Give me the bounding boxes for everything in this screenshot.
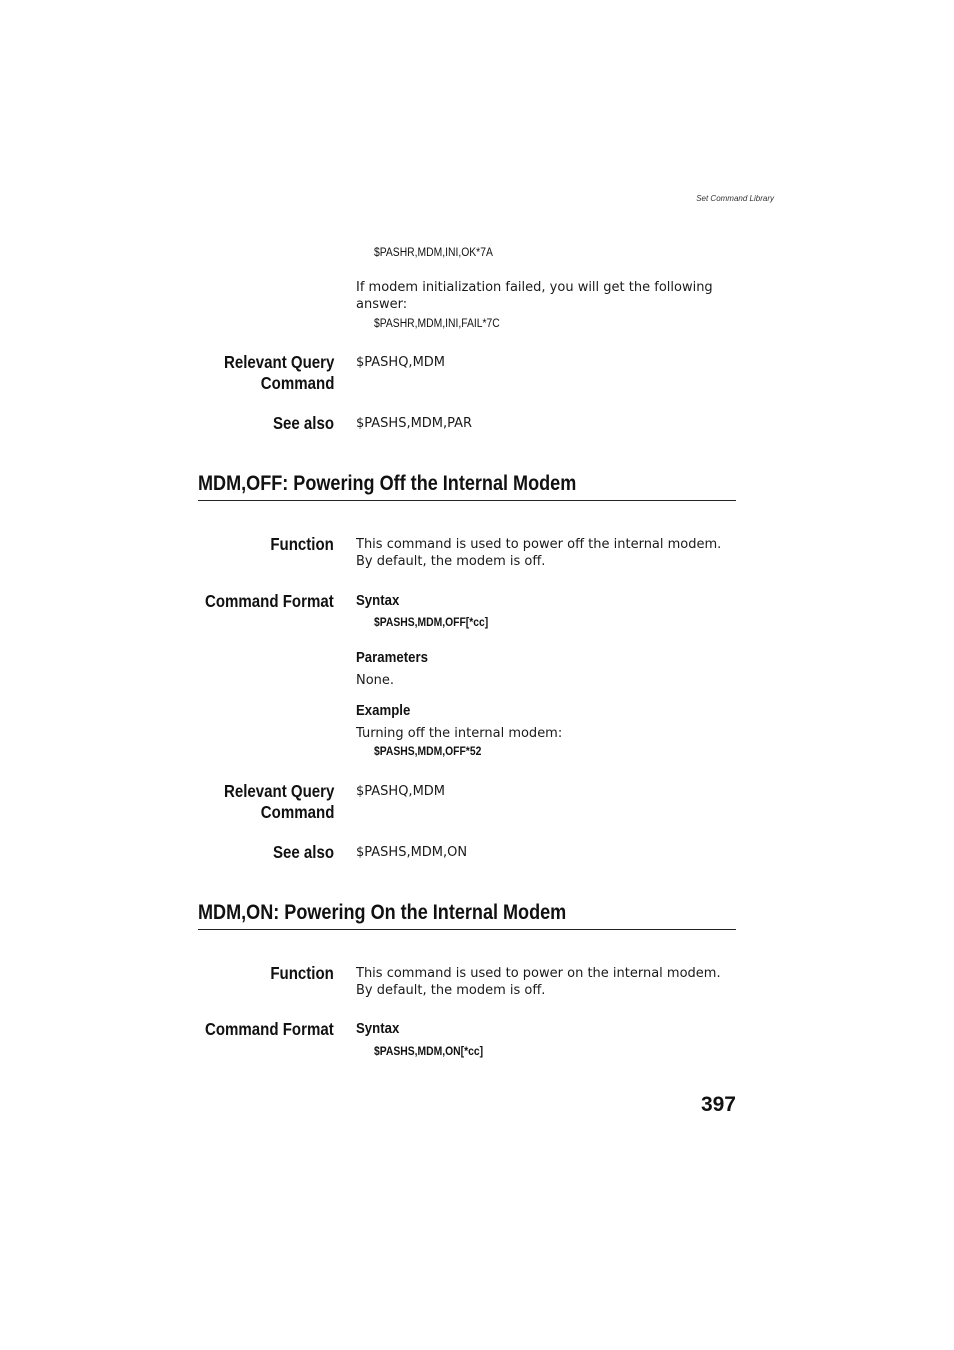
function-text: This command is used to power off the internal modem. By default, the modem is off.: [356, 537, 722, 569]
relevant-query-label: [224, 781, 334, 823]
relevant-query-label: [224, 352, 334, 394]
see-also-label: See also: [272, 413, 334, 433]
function-label: Function: [270, 534, 334, 554]
running-header: Set Command Library: [696, 194, 774, 203]
syntax-code: $PASHS,MDM,OFF[*cc]: [374, 617, 489, 629]
section-title-mdm-on: [198, 901, 736, 930]
example-fail-code: $PASHR,MDM,INI,FAIL*7C: [374, 318, 500, 330]
syntax-heading: Syntax: [356, 592, 400, 609]
example-heading: Example: [356, 702, 411, 719]
fail-description: If modem initialization failed, you will get the following answer:: [356, 280, 713, 312]
relevant-query-label-line1: Relevant Query: [223, 352, 334, 372]
relevant-query-value: $PASHQ,MDM: [356, 355, 446, 370]
function-label: Function: [270, 963, 334, 983]
see-also-label: See also: [272, 842, 334, 862]
relevant-query-label-line2: Command: [260, 373, 334, 393]
example-ok-code: $PASHR,MDM,INI,OK*7A: [374, 247, 493, 259]
see-also-value: $PASHS,MDM,PAR: [356, 416, 473, 431]
page-number: 397: [700, 1093, 736, 1116]
section-title-text: MDM,ON: Powering On the Internal Modem: [198, 901, 567, 924]
syntax-heading: Syntax: [356, 1020, 400, 1037]
command-format-label: Command Format: [205, 591, 334, 611]
section-title-text: MDM,OFF: Powering Off the Internal Modem: [198, 472, 577, 495]
section-title-mdm-off: [198, 472, 736, 501]
command-format-label: Command Format: [205, 1019, 334, 1039]
relevant-query-label-line1: Relevant Query: [223, 781, 334, 801]
function-text: This command is used to power on the internal modem. By default, the modem is off.: [356, 966, 721, 998]
example-text: Turning off the internal modem:: [356, 726, 563, 741]
example-code: $PASHS,MDM,OFF*52: [374, 746, 482, 758]
relevant-query-label-line2: Command: [260, 802, 334, 822]
see-also-value: $PASHS,MDM,ON: [356, 845, 468, 860]
syntax-code: $PASHS,MDM,ON[*cc]: [374, 1046, 484, 1058]
relevant-query-value: $PASHQ,MDM: [356, 784, 446, 799]
parameters-text: None.: [356, 673, 395, 688]
parameters-heading: Parameters: [356, 649, 428, 666]
